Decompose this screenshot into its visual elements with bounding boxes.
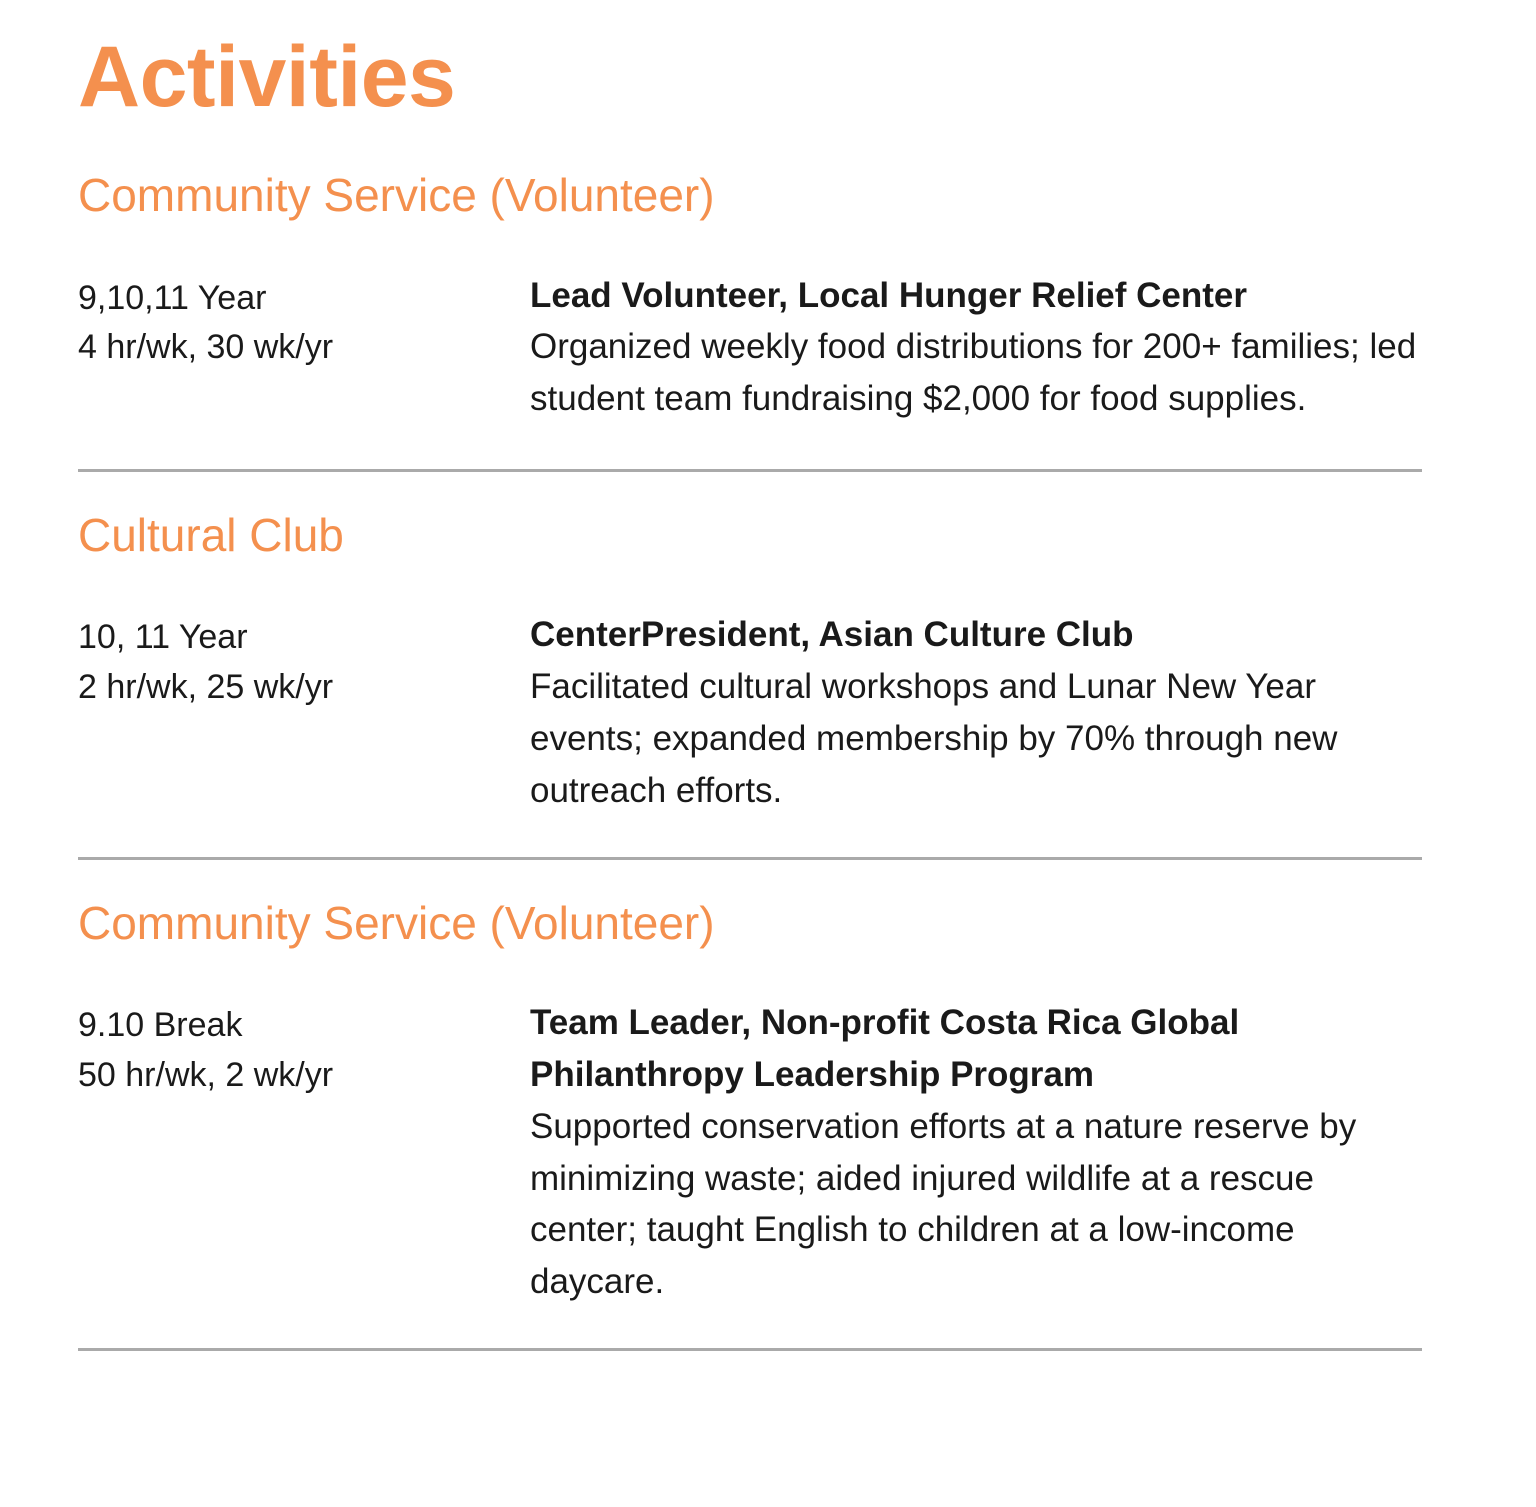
section-divider — [78, 1348, 1422, 1351]
entry-description: Facilitated cultural workshops and Lunar New Year events; expanded membership by 70% through new outreach efforts. — [530, 667, 1338, 810]
entry-body — [530, 609, 1430, 816]
entry-years: 9.10 Break — [78, 1006, 243, 1045]
entry-commitment: 2 hr/wk, 25 wk/yr — [78, 668, 334, 707]
entry-body — [530, 997, 1430, 1308]
entry-meta — [78, 270, 530, 373]
section-divider — [78, 857, 1422, 860]
activity-section — [0, 510, 1536, 817]
page-title: Activities — [78, 29, 456, 125]
activity-entry — [0, 609, 1536, 816]
section-divider — [78, 469, 1422, 472]
activity-entry — [0, 270, 1536, 425]
entry-description: Organized weekly food distributions for 200+ families; led student team fundraising $2,000 for food supplies. — [530, 327, 1417, 419]
entry-meta — [78, 609, 530, 712]
activity-section — [0, 898, 1536, 1308]
activity-section — [0, 170, 1536, 425]
entry-years: 10, 11 Year — [78, 618, 248, 657]
entry-body — [530, 270, 1430, 425]
section-heading: Community Service (Volunteer) — [78, 169, 715, 221]
entry-description: Supported conservation efforts at a nature reserve by minimizing waste; aided injured wildlife at a rescue center; taught English to children at a low-income daycare. — [530, 1106, 1357, 1302]
activity-entry — [0, 997, 1536, 1308]
entry-commitment: 50 hr/wk, 2 wk/yr — [78, 1055, 334, 1094]
entry-years: 9,10,11 Year — [78, 278, 267, 317]
section-heading: Cultural Club — [78, 508, 344, 561]
entry-role: CenterPresident, Asian Culture Club — [530, 615, 1134, 655]
entry-commitment: 4 hr/wk, 30 wk/yr — [78, 328, 334, 367]
entry-meta — [78, 997, 530, 1100]
entry-role: Lead Volunteer, Local Hunger Relief Center — [530, 275, 1248, 315]
section-heading: Community Service (Volunteer) — [78, 896, 715, 949]
entry-role: Team Leader, Non-profit Costa Rica Global Philanthropy Leadership Program — [530, 1003, 1240, 1094]
